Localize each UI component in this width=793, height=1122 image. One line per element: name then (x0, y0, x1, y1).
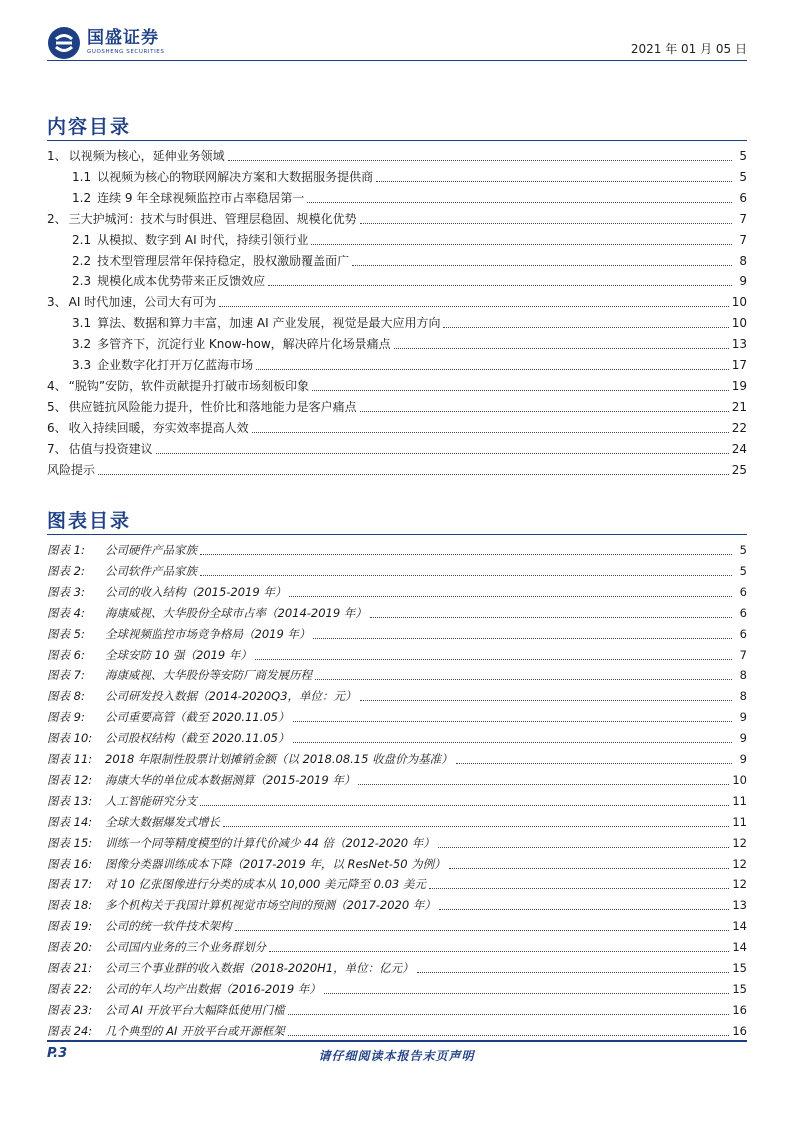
toc-entry-title: 以视频为核心的物联网解决方案和大数据服务提供商 (97, 169, 374, 184)
figure-entry-number: 图表 21: (47, 961, 93, 975)
figure-leader-dots (429, 887, 729, 889)
toc-entry[interactable] (72, 251, 747, 272)
figure-entry-page: 13 (732, 898, 747, 913)
figure-leader-dots (449, 867, 730, 869)
toc-entry-page: 25 (731, 462, 747, 477)
figure-leader-dots (235, 929, 730, 931)
toc-leader-dots (256, 368, 729, 370)
figure-entry-page: 10 (732, 772, 747, 787)
figure-entry-page: 14 (732, 919, 747, 934)
toc-entry-number: 5、 (47, 399, 67, 414)
figures-title-rule (47, 534, 747, 535)
figure-entry-number: 图表 10: (47, 731, 93, 746)
toc-entry-page: 19 (731, 378, 747, 393)
figure-entry-page: 5 (739, 543, 747, 557)
figure-entry-title: 公司研发投入数据（2014-2020Q3，单位：元） (105, 689, 357, 704)
figure-leader-dots (200, 553, 732, 555)
toc-leader-dots (352, 264, 732, 266)
toc-entry[interactable] (72, 167, 747, 188)
figure-leader-dots (456, 762, 732, 764)
toc-entry-page: 17 (731, 358, 747, 372)
figure-leader-dots (360, 699, 732, 701)
toc-entry-number: 3、 (47, 295, 67, 310)
figure-entry[interactable] (47, 833, 747, 854)
toc-entry-number: 7、 (47, 441, 67, 456)
figure-leader-dots (313, 637, 732, 639)
figures-title: 图表目录 (47, 510, 132, 532)
figure-entry-title: 对 10 亿张图像进行分类的成本从 10,000 美元降至 0.03 美元 (105, 877, 426, 892)
toc-leader-dots (219, 305, 729, 307)
toc-leader-dots (360, 222, 732, 224)
figure-entry-page: 9 (739, 710, 747, 725)
figure-entry-number: 图表 2: (47, 563, 85, 578)
figure-entry[interactable] (47, 707, 747, 728)
figure-entry-number: 图表 7: (47, 668, 85, 683)
report-date: 2021 年 01 月 05 日 (630, 42, 747, 56)
figure-entry-page: 11 (732, 814, 747, 829)
toc-entry-page: 24 (731, 441, 747, 456)
toc-entry-page: 10 (731, 295, 747, 310)
figure-entry[interactable] (47, 1000, 747, 1021)
toc-entry-title: 三大护城河：技术与时俱进、管理层稳固、规模化优势 (68, 211, 357, 226)
toc-entry[interactable] (47, 397, 747, 418)
figure-entry-page: 11 (732, 793, 747, 808)
toc-entry-number: 3.3 (72, 358, 92, 372)
brand-logo (47, 26, 164, 60)
figure-entry-number: 图表 15: (47, 835, 93, 850)
figure-entry-page: 12 (732, 877, 747, 892)
figure-entry-title: 几个典型的 AI 开放平台或开源框架 (105, 1023, 285, 1038)
figure-entry-page: 15 (732, 981, 747, 996)
figure-entry[interactable] (47, 665, 747, 686)
toc-entry-page: 8 (739, 253, 747, 268)
toc-entry-title: 企业数字化打开万亿蓝海市场 (97, 358, 254, 372)
toc-leader-dots (443, 326, 728, 328)
toc-leader-dots (268, 284, 732, 286)
toc-entry-title: 风险提示 (47, 462, 96, 477)
toc-entry-page: 6 (739, 190, 747, 205)
figure-entry[interactable] (47, 728, 747, 749)
figure-entry[interactable] (47, 854, 747, 875)
toc-entry-page: 22 (731, 420, 747, 435)
figure-entry-title: 海康威视、大华股份全球市占率（2014-2019 年） (105, 605, 367, 620)
figure-entry-number: 图表 12: (47, 772, 93, 787)
figure-entry-page: 6 (739, 605, 747, 620)
toc-entry-number: 3.1 (72, 316, 92, 331)
figure-leader-dots (438, 846, 730, 848)
figure-entry[interactable] (47, 895, 747, 916)
figure-entry[interactable] (47, 686, 747, 707)
toc-entry-number: 2、 (47, 211, 67, 226)
toc-entry[interactable] (47, 418, 747, 439)
figure-entry-number: 图表 19: (47, 919, 93, 934)
figure-entry-page: 5 (739, 563, 747, 578)
figure-entry-title: 训练一个同等精度模型的计算代价减少 44 倍（2012-2020 年） (105, 835, 435, 850)
toc-leader-dots (360, 410, 729, 412)
figure-entry[interactable] (47, 958, 747, 979)
figure-entry-number: 图表 18: (47, 898, 93, 913)
toc-entry[interactable] (72, 334, 747, 355)
figure-leader-dots (293, 741, 733, 743)
figure-entry-title: 图像分类器训练成本下降（2017-2019 年，以 ResNet-50 为例） (105, 856, 446, 871)
figure-entry-page: 14 (732, 940, 747, 955)
figure-entry[interactable] (47, 624, 747, 645)
figure-entry[interactable] (47, 791, 747, 812)
toc-entry[interactable] (47, 209, 747, 230)
figure-entry-page: 9 (739, 752, 747, 766)
figure-leader-dots (200, 804, 729, 806)
figure-entry-page: 12 (732, 835, 747, 850)
figure-entry[interactable] (47, 540, 747, 561)
figure-entry-number: 图表 14: (47, 814, 93, 829)
toc-entry-page: 5 (739, 149, 747, 163)
toc-title: 内容目录 (47, 116, 132, 138)
figure-entry-page: 12 (732, 856, 747, 871)
toc-entry[interactable] (72, 355, 747, 376)
figure-entry[interactable] (47, 979, 747, 1000)
toc-entry-number: 1、 (47, 149, 67, 163)
figure-entry-title: 公司的统一软件技术架构 (105, 919, 232, 934)
figure-entry-title: 公司的收入结构（2015-2019 年） (105, 584, 287, 599)
figure-entry[interactable] (47, 561, 747, 582)
toc-entry-page: 10 (731, 316, 747, 331)
figure-entry-number: 图表 5: (47, 626, 85, 641)
figure-entry-number: 图表 8: (47, 689, 85, 704)
toc-leader-dots (311, 243, 732, 245)
toc-entry-title: 多管齐下，沉淀行业 Know-how，解决碎片化场景痛点 (97, 337, 391, 352)
figure-entry-page: 6 (739, 626, 747, 641)
figure-leader-dots (324, 992, 730, 994)
figure-entry[interactable] (47, 582, 747, 603)
toc-entry-title: 规模化成本优势带来正反馈效应 (97, 274, 266, 289)
figure-entry-number: 图表 22: (47, 981, 93, 996)
figure-entry-page: 7 (739, 647, 747, 662)
figure-entry-number: 图表 3: (47, 584, 85, 599)
toc-leader-dots (156, 452, 729, 454)
toc-entry-title: 从模拟、数字到 AI 时代，持续引领行业 (97, 232, 309, 247)
figure-entry-page: 6 (739, 584, 747, 599)
figure-leader-dots (439, 908, 730, 910)
figure-entry[interactable] (47, 603, 747, 624)
figure-entry-title: 海康大华的单位成本数据测算（2015-2019 年） (105, 772, 356, 787)
toc-entry-title: 估值与投资建议 (68, 441, 153, 456)
figure-entry-title: 公司股权结构（截至 2020.11.05） (105, 731, 290, 746)
figure-entry-page: 16 (732, 1002, 747, 1017)
toc-entry-page: 7 (739, 232, 747, 247)
figure-entry-page: 8 (739, 689, 747, 704)
figure-entry-title: 全球视频监控市场竞争格局（2019 年） (105, 626, 311, 641)
figure-leader-dots (315, 678, 732, 680)
figure-leader-dots (358, 783, 729, 785)
figure-entry[interactable] (47, 645, 747, 666)
figure-entry-title: 公司硬件产品家族 (105, 543, 197, 557)
figure-entry-title: 公司国内业务的三个业务群划分 (105, 940, 266, 955)
toc-entry-title: 算法、数据和算力丰富，加速 AI 产业发展，视觉是最大应用方向 (97, 316, 441, 331)
figure-leader-dots (288, 1013, 730, 1015)
figure-entry-number: 图表 24: (47, 1023, 93, 1038)
toc-entry-page: 13 (731, 337, 747, 352)
figure-entry-page: 8 (739, 668, 747, 683)
toc-entry-number: 4、 (47, 378, 67, 393)
figure-entry-title: 海康威视、大华股份等安防厂商发展历程 (105, 668, 312, 683)
toc-leader-dots (228, 159, 732, 161)
figure-entry-title: 公司的年人均产出数据（2016-2019 年） (105, 981, 321, 996)
toc-entry-page: 7 (739, 211, 747, 226)
brand-name-en: GUOSHENG SECURITIES (87, 49, 165, 56)
toc-entry[interactable] (72, 188, 747, 209)
figure-entry-page: 16 (732, 1023, 747, 1038)
brand-name-cn: 国盛证券 (87, 28, 159, 49)
footer-disclaimer: 请仔细阅读本报告末页声明 (318, 1049, 475, 1063)
figure-entry[interactable] (47, 1021, 747, 1042)
figure-leader-dots (223, 825, 729, 827)
figure-entry-title: 公司软件产品家族 (105, 563, 197, 578)
figure-leader-dots (289, 595, 732, 597)
toc-entry-number: 3.2 (72, 337, 92, 352)
toc-entry-title: 连续 9 年全球视频监控市占率稳居第一 (97, 190, 305, 205)
figure-leader-dots (200, 574, 732, 576)
figure-entry-number: 图表 11: (47, 752, 93, 766)
toc-entry[interactable] (47, 146, 747, 167)
toc-entry-title: 供应链抗风险能力提升，性价比和落地能力是客户痛点 (68, 399, 357, 414)
figure-leader-dots (288, 1034, 730, 1036)
figure-entry-number: 图表 4: (47, 605, 85, 620)
figure-entry-title: 人工智能研究分支 (105, 793, 197, 808)
toc-entry-number: 1.2 (72, 190, 92, 205)
toc-entry-number: 1.1 (72, 169, 92, 184)
toc-entry[interactable] (47, 460, 747, 481)
page-number: P.3 (47, 1046, 68, 1061)
toc-entry-page: 9 (739, 274, 747, 289)
toc-entry[interactable] (47, 439, 747, 460)
toc-entry-number: 2.3 (72, 274, 92, 289)
figure-entry[interactable] (47, 874, 747, 895)
figure-entry-number: 图表 6: (47, 647, 85, 662)
figure-entry-title: 全球安防 10 强（2019 年） (105, 647, 252, 662)
figure-entry-number: 图表 20: (47, 940, 93, 955)
page-header (47, 24, 747, 62)
figure-entry[interactable] (47, 770, 747, 791)
figure-entry-title: 公司重要高管（截至 2020.11.05） (105, 710, 290, 725)
toc-entry-number: 2.1 (72, 232, 92, 247)
figure-leader-dots (269, 950, 729, 952)
figure-entry-number: 图表 23: (47, 1002, 93, 1017)
toc-entry[interactable] (72, 230, 747, 251)
toc-entry-page: 21 (731, 399, 747, 414)
figure-entry-title: 2018 年限制性股票计划摊销金额（以 2018.08.15 收盘价为基准） (105, 752, 453, 766)
toc-leader-dots (376, 180, 732, 182)
toc-entry-page: 5 (739, 169, 747, 184)
figure-leader-dots (255, 658, 732, 660)
toc-entry-title: AI 时代加速，公司大有可为 (68, 295, 217, 310)
toc-entry-title: 技术型管理层常年保持稳定，股权激励覆盖面广 (97, 253, 350, 268)
figure-entry-number: 图表 16: (47, 856, 93, 871)
figure-entry[interactable] (47, 812, 747, 833)
toc-leader-dots (98, 473, 729, 475)
figure-leader-dots (293, 720, 733, 722)
figure-leader-dots (417, 971, 730, 973)
toc-entry-title: 以视频为核心，延伸业务领域 (68, 149, 225, 163)
toc-title-rule (47, 140, 747, 141)
guosheng-logo-icon (47, 26, 81, 60)
figure-entry-number: 图表 9: (47, 710, 85, 725)
figure-entry-number: 图表 13: (47, 793, 93, 808)
toc-entry-number: 2.2 (72, 253, 92, 268)
toc-leader-dots (307, 201, 732, 203)
toc-leader-dots (252, 431, 729, 433)
toc-leader-dots (394, 347, 729, 349)
figure-entry-title: 公司三个事业群的收入数据（2018-2020H1，单位：亿元） (105, 961, 414, 975)
figure-entry[interactable] (47, 749, 747, 770)
figure-entry[interactable] (47, 916, 747, 937)
figure-entry[interactable] (47, 937, 747, 958)
figure-leader-dots (370, 616, 732, 618)
toc-entry-title: 收入持续回暖，夯实效率提高人效 (68, 420, 249, 435)
header-rule (47, 60, 747, 61)
footer-rule (47, 1040, 747, 1042)
toc-entry-number: 6、 (47, 420, 67, 435)
figure-entry-number: 图表 17: (47, 877, 93, 892)
figure-entry-title: 公司 AI 开放平台大幅降低使用门槛 (105, 1002, 285, 1017)
toc-entry[interactable] (47, 292, 747, 313)
toc-entry[interactable] (47, 376, 747, 397)
figure-entry-page: 9 (739, 731, 747, 746)
figure-entry-page: 15 (732, 961, 747, 975)
toc-leader-dots (312, 389, 729, 391)
figure-entry-number: 图表 1: (47, 543, 85, 557)
figure-entry-title: 全球大数据爆发式增长 (105, 814, 220, 829)
toc-entry-title: “脱钩”安防，软件贡献提升打破市场刻板印象 (68, 378, 310, 393)
toc-entry[interactable] (72, 313, 747, 334)
toc-entry[interactable] (72, 271, 747, 292)
figure-entry-title: 多个机构关于我国计算机视觉市场空间的预测（2017-2020 年） (105, 898, 436, 913)
